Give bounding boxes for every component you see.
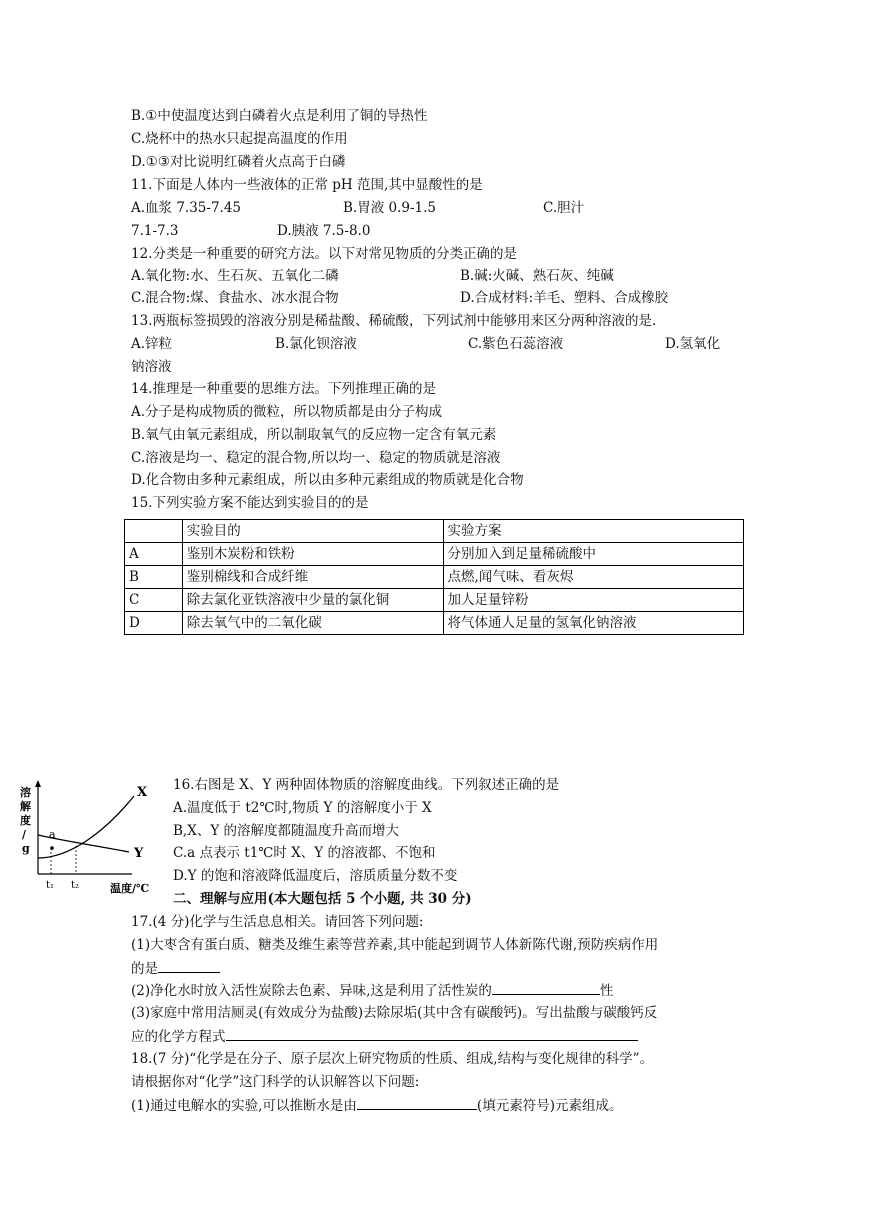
q14-option-d: D.化合物由多种元素组成，所以由多种元素组成的物质就是化合物	[131, 472, 524, 488]
q17-part-1-text: 的是	[131, 961, 158, 977]
table-row	[125, 566, 744, 589]
q12-option-a: A.氧化物:水、生石灰、五氧化二磷	[131, 268, 339, 284]
t1-label: t₁	[46, 880, 55, 891]
q14-option-b: B.氧气由氧元素组成，所以制取氧气的反应物一定含有氧元素	[131, 427, 497, 443]
table-cell: B	[125, 566, 183, 589]
q11-option-c: C.胆汁	[543, 200, 585, 216]
question-13-stem: 13.两瓶标签损毁的溶液分别是稀盐酸、稀硫酸，下列试剂中能够用来区分两种溶液的是.	[131, 313, 657, 329]
q11-option-d: D.胰液 7.5-8.0	[277, 223, 371, 239]
q12-option-b: B.碱:火碱、熟石灰、纯碱	[460, 268, 614, 284]
ylabel-char: 溶	[20, 786, 31, 799]
ylabel-char: 度	[20, 814, 31, 827]
q17-part-1: (1)大枣含有蛋白质、糖类及维生素等营养素,其中能起到调节人体新陈代谢,预防疾病作用	[131, 937, 659, 953]
answer-blank[interactable]	[226, 1026, 638, 1041]
q12-option-d: D.合成材料:羊毛、塑料、合成橡胶	[460, 290, 669, 306]
question-12-stem: 12.分类是一种重要的研究方法。以下对常见物质的分类正确的是	[131, 246, 517, 262]
curve-y-label: Y	[134, 846, 144, 861]
question-16-stem: 16.右图是 X、Y 两种固体物质的溶解度曲线。下列叙述正确的是	[173, 777, 560, 793]
question-17-stem: 17.(4 分)化学与生活息息相关。请回答下列问题:	[131, 914, 424, 930]
table-row	[125, 589, 744, 612]
q17-part-3-cont	[131, 1026, 638, 1047]
question-11-stem: 11.下面是人体内一些液体的正常 pH 范围,其中显酸性的是	[131, 177, 483, 193]
option-d-q10: D.①③对比说明红磷着火点高于白磷	[131, 154, 346, 170]
q13-option-c: C.紫色石蕊溶液	[468, 336, 564, 352]
question-18-stem-2: 请根据你对“化学”这门科学的认识解答以下问题:	[131, 1074, 420, 1090]
table-cell: 除去氧气中的二氧化碳	[182, 612, 443, 635]
q17-part-2-end: 性	[599, 983, 614, 999]
q18-part-1	[131, 1095, 622, 1116]
q12-option-c: C.混合物:煤、食盐水、冰水混合物	[131, 290, 339, 306]
point-a-label: a	[49, 828, 56, 841]
answer-blank[interactable]	[492, 980, 600, 995]
ylabel-char: /	[22, 828, 27, 841]
q11-option-a: A.血浆 7.35-7.45	[131, 200, 242, 216]
table-cell: 加人足量锌粉	[443, 589, 743, 612]
q17-part-3-text: 应的化学方程式	[131, 1029, 226, 1045]
q14-option-a: A.分子是构成物质的微粒，所以物质都是由分子构成	[131, 404, 443, 420]
table-cell: 鉴别棉线和合成纤维	[182, 566, 443, 589]
table-header-cell: 实验方案	[443, 520, 743, 543]
q16-option-b: B,X、Y 的溶解度都随温度升高而增大	[173, 823, 400, 839]
table-cell: 分别加入到足量稀硫酸中	[443, 543, 743, 566]
table-cell: 点燃,闻气味、看灰烬	[443, 566, 743, 589]
q18-part-1-text: (1)通过电解水的实验,可以推断水是由	[131, 1098, 357, 1114]
ylabel-char: g	[22, 842, 30, 855]
q13-option-d-cont: 钠溶液	[131, 359, 172, 375]
q17-part-2	[131, 980, 613, 1001]
q17-part-2-text: (2)净化水时放入活性炭除去色素、异味,这是利用了活性炭的	[131, 983, 492, 999]
t2-label: t₂	[71, 880, 80, 891]
section-2-heading: 二、理解与应用(本大题包括 5 个小题, 共 30 分)	[173, 891, 472, 907]
question-18-stem: 18.(7 分)“化学是在分子、原子层次上研究物质的性质、组成,结构与变化规律的科学”。	[131, 1051, 653, 1067]
q14-option-c: C.溶液是均一、稳定的混合物,所以均一、稳定的物质就是溶液	[131, 450, 501, 466]
answer-blank[interactable]	[357, 1095, 477, 1110]
xlabel: 温度/℃	[110, 882, 150, 895]
table-cell: D	[125, 612, 183, 635]
curve-x-label: X	[137, 785, 148, 800]
q18-part-1-end: (填元素符号)元素组成。	[476, 1098, 623, 1114]
solubility-curve-figure	[14, 778, 174, 898]
answer-blank[interactable]	[158, 958, 220, 973]
table-cell: C	[125, 589, 183, 612]
option-b-q10: B.①中使温度达到白磷着火点是利用了铜的导热性	[131, 108, 428, 124]
q16-option-a: A.温度低于 t2℃时,物质 Y 的溶解度小于 X	[173, 800, 432, 816]
ylabel-char: 解	[20, 800, 31, 813]
table-row	[125, 612, 744, 635]
q13-option-d: D.氢氧化	[665, 336, 721, 352]
q15-table	[124, 519, 744, 635]
q16-option-d: D.Y 的饱和溶液降低温度后，溶质质量分数不变	[173, 868, 458, 884]
option-c-q10: C.烧杯中的热水只起提高温度的作用	[131, 131, 348, 147]
q17-part-1-cont	[131, 958, 220, 979]
question-15-stem: 15.下列实验方案不能达到实验目的的是	[131, 495, 369, 511]
table-cell: 将气体通人足量的氢氧化钠溶液	[443, 612, 743, 635]
q11-option-b: B.胃液 0.9-1.5	[343, 200, 437, 216]
q16-option-c: C.a 点表示 t1℃时 X、Y 的溶液都、不饱和	[173, 845, 436, 861]
q11-option-c-cont: 7.1-7.3	[131, 223, 179, 239]
q13-option-b: B.氯化钡溶液	[275, 336, 357, 352]
table-row	[125, 543, 744, 566]
table-cell: 鉴别木炭粉和铁粉	[182, 543, 443, 566]
table-header-cell: 实验目的	[182, 520, 443, 543]
table-cell: A	[125, 543, 183, 566]
y-axis-arrow	[35, 780, 41, 787]
q13-option-a: A.锌粒	[131, 336, 173, 352]
table-cell: 除去氯化亚铁溶液中少量的氯化铜	[182, 589, 443, 612]
q17-part-3: (3)家庭中常用洁厕灵(有效成分为盐酸)去除尿垢(其中含有碳酸钙)。写出盐酸与碳酸钙反	[131, 1005, 658, 1021]
question-14-stem: 14.推理是一种重要的思维方法。下列推理正确的是	[131, 381, 436, 397]
table-header-row	[125, 520, 744, 543]
table-header-cell	[125, 520, 183, 543]
